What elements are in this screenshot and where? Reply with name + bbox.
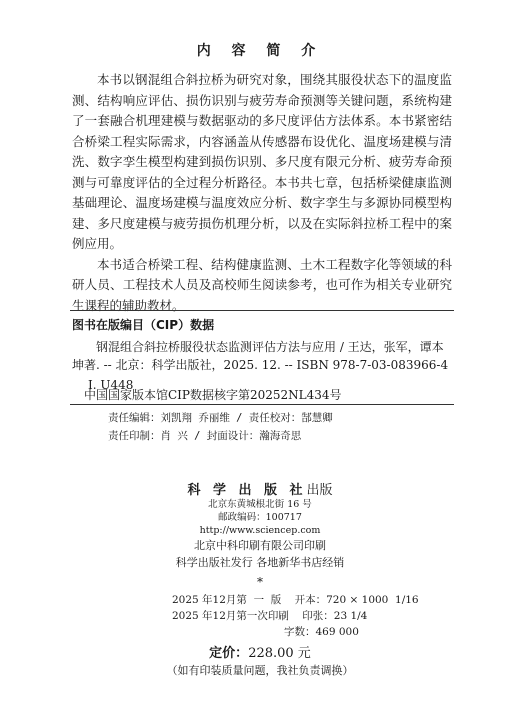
cip-heading: 图书在版编目（CIP）数据 — [72, 318, 215, 332]
publisher-suffix: 出版 — [306, 483, 333, 498]
divider-top — [70, 310, 454, 311]
edition-specs — [172, 592, 419, 640]
cip-line-2: 坤著. -- 北京：科学出版社，2025. 12. -- ISBN 978-7-03-083966-4 — [72, 358, 449, 372]
price-line — [0, 642, 520, 661]
price-label: 定价： — [209, 646, 249, 661]
abstract-paragraph-1: 本书以钢混组合斜拉桥为研究对象，围绕其服役状态下的温度监测、结构响应评估、损伤识别与疲劳寿命预测等关键问题，系统构建了一套融合机理建模与数据驱动的多尺度评估方法体系。本书紧密结合桥梁工程实际需求，内容涵盖从传感器布设优化、温度场建模与清洗、数字孪生模型构建到损伤识别、多尺度有限元分析、疲劳寿命预测与可靠度评估的全过程分析路径。本书共七章，包括桥梁健康监测基础理论、温度场建模与温度效应分析、数字孪生与多源协同模型构建、多尺度建模与疲劳损伤机理分析，以及在实际斜拉桥工程中的案例应用。 — [72, 72, 452, 251]
divider-bottom — [70, 404, 454, 405]
publisher-website: http://www.sciencep.com — [199, 525, 321, 536]
distribution-line: 科学出版社发行 各地新华书店经销 — [175, 556, 345, 569]
publisher-name — [0, 484, 520, 498]
abstract-title: 内 容 简 介 — [196, 43, 324, 59]
cip-classification: Ⅰ. U448 — [88, 378, 134, 392]
abstract-paragraph-2: 本书适合桥梁工程、结构健康监测、土木工程数字化等领域的科研人员、工程技术人员及高校师生阅读参考，也可作为相关专业研究生课程的辅助教材。 — [72, 256, 452, 313]
word-count: 字数：469 000 — [284, 626, 359, 638]
credits-production: 责任印制：肖 兴 / 封面设计：瀚海奇思 — [108, 430, 302, 442]
printer-line: 北京中科印刷有限公司印刷 — [194, 539, 326, 552]
imprint-block — [0, 484, 520, 589]
cip-record-number: 中国国家版本馆CIP数据核字第20252NL434号 — [84, 388, 342, 402]
publisher-postcode: 邮政编码：100717 — [218, 512, 302, 523]
publisher-stylized: 科 学 出 版 社 — [187, 483, 307, 498]
price-value: 228.00 元 — [248, 646, 311, 661]
credits-editors: 责任编辑：刘凯翔 乔丽维 / 责任校对：郜慧卿 — [108, 412, 333, 424]
quality-note: （如有印装质量问题，我社负责调换） — [166, 664, 354, 677]
publisher-address: 北京东黄城根北街 16 号 — [208, 499, 312, 510]
separator-star: * — [257, 575, 263, 589]
abstract-body — [72, 70, 452, 316]
cip-line-1: 钢混组合斜拉桥服役状态监测评估方法与应用 / 王达，张军，谭本 — [96, 340, 444, 354]
edition-line: 2025 年12月第 一 版 开本：720 × 1000 1/16 — [172, 594, 419, 606]
cip-record — [72, 338, 452, 374]
printing-line: 2025 年12月第一次印刷 印张：23 1/4 — [172, 610, 368, 622]
